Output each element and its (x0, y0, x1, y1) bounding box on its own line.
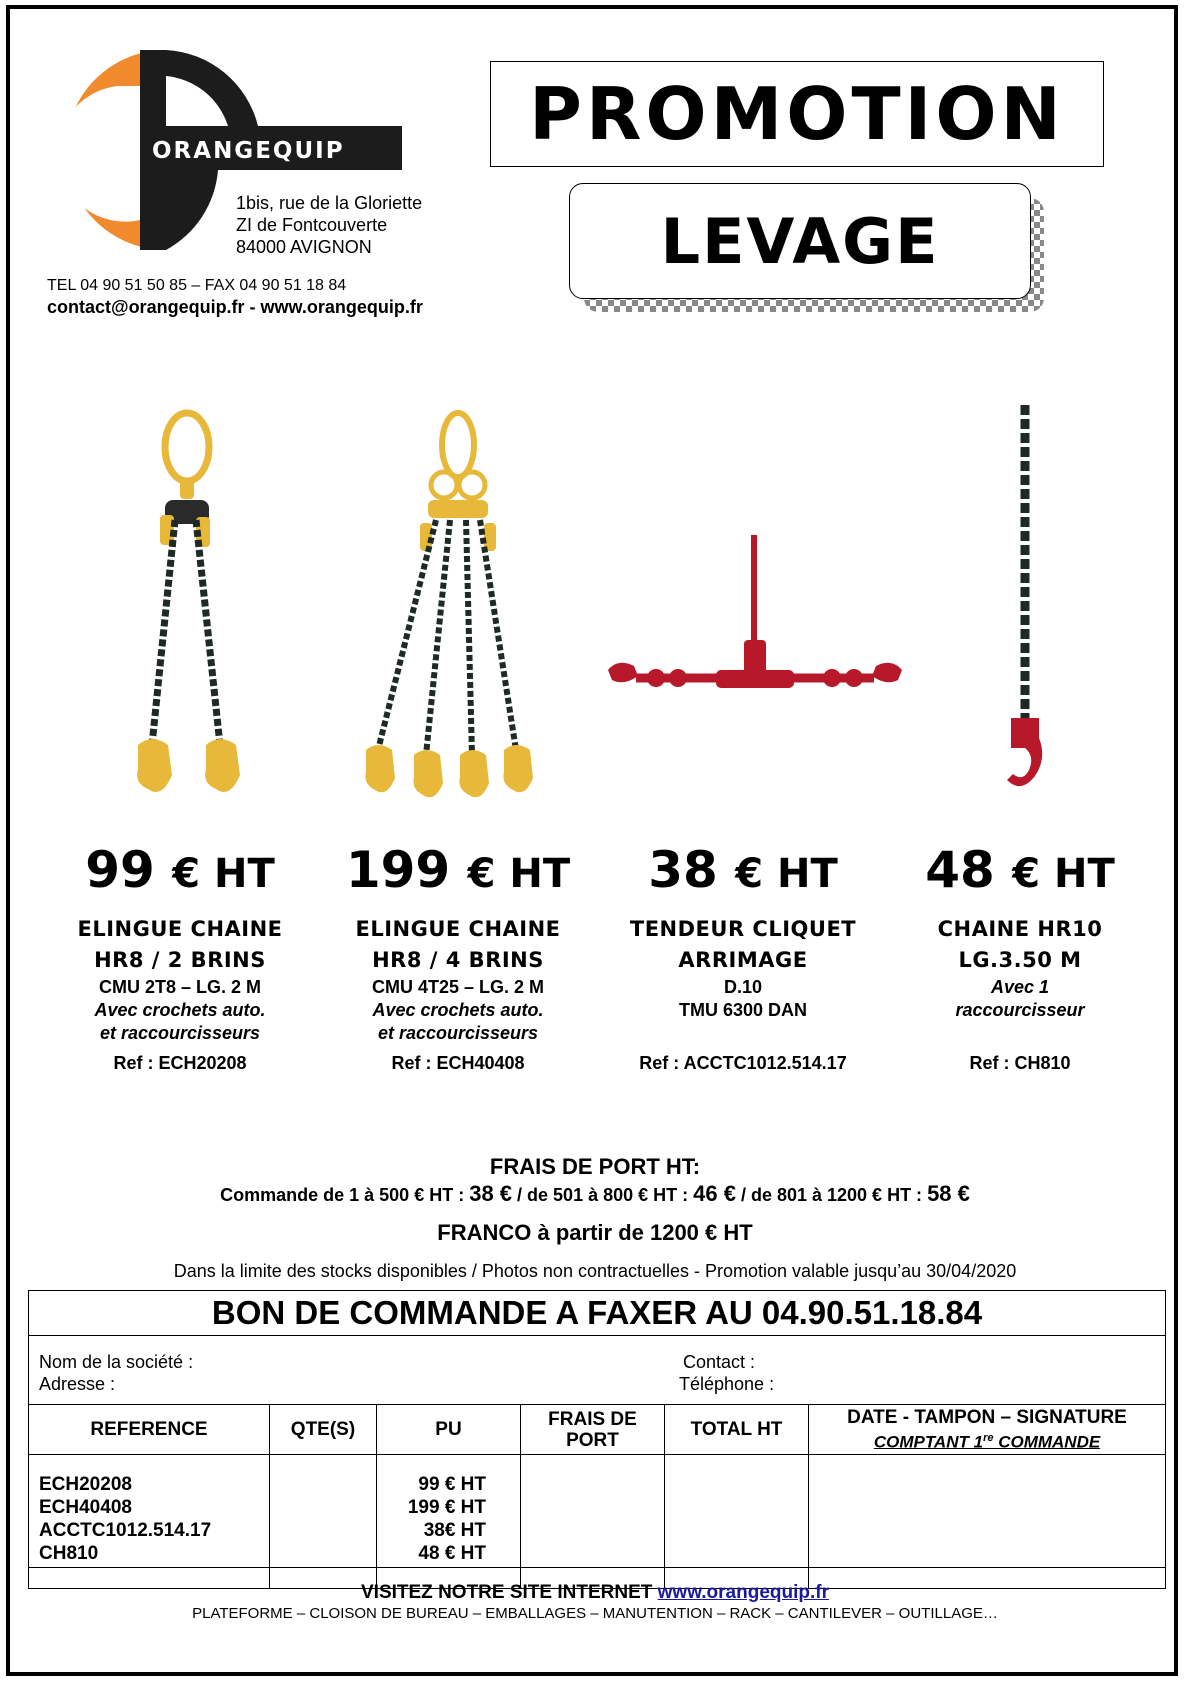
reference-cell: ECH20208 ECH40408 ACCTC1012.514.17 CH810 (29, 1455, 270, 1589)
disclaimer: Dans la limite des stocks disponibles / Photos non contractuelles - Promotion valable jusqu’au 30/04/2020 (173, 1261, 1017, 1281)
product-note: raccourcisseur (955, 1000, 1085, 1020)
footer-categories: PLATEFORME – CLOISON DE BUREAU – EMBALLAGES – MANUTENTION – RACK – CANTILEVER – OUTILLAGE… (192, 1605, 998, 1622)
shipping-rates: Commande de 1 à 500 € HT : 38 € / de 501 à 800 € HT : 46 € / de 801 à 1200 € HT : 58 € (220, 1181, 970, 1206)
product-note: et raccourcisseurs (377, 1023, 539, 1043)
product-name: CHAINE HR10 LG.3.50 M (937, 917, 1103, 972)
promotion-banner (490, 61, 1104, 167)
order-fields (29, 1336, 1165, 1406)
levage-title: LEVAGE (660, 204, 940, 278)
address-line: ZI de Fontcouverte (236, 215, 388, 235)
product-note: Avec 1 (990, 977, 1050, 997)
shipping-title: FRAIS DE PORT HT: (489, 1154, 701, 1179)
product-price: 48 € HT (925, 841, 1115, 899)
product-note: et raccourcisseurs (99, 1023, 261, 1043)
column-header: FRAIS DE PORT (521, 1405, 665, 1455)
product-spec: CMU 4T25 – LG. 2 M (371, 977, 545, 997)
chain-sling-4-legs-image (358, 405, 538, 810)
contact-field[interactable]: Contact : (683, 1352, 756, 1372)
website-link[interactable]: www.orangequip.fr (657, 1582, 829, 1603)
product-spec: CMU 2T8 – LG. 2 M (98, 977, 262, 997)
column-header: QTE(S) (270, 1405, 377, 1455)
order-table-header (29, 1405, 1166, 1455)
table-row (29, 1455, 1166, 1589)
address-field[interactable]: Adresse : (39, 1374, 116, 1394)
product-ref: Ref : ECH20208 (113, 1053, 247, 1073)
address-line: 84000 AVIGNON (236, 237, 372, 257)
phone-fax: TEL 04 90 51 50 85 – FAX 04 90 51 18 84 (47, 277, 347, 294)
visit-website: VISITEZ NOTRE SITE INTERNET www.orangequip.fr (361, 1582, 829, 1603)
product-name: TENDEUR CLIQUET ARRIMAGE (629, 917, 857, 972)
product-ref: Ref : CH810 (969, 1053, 1071, 1073)
chain-sling-2-legs-image (130, 405, 250, 810)
signature-cell[interactable] (809, 1455, 1166, 1589)
column-header: REFERENCE (29, 1405, 270, 1455)
product-ech20208 (40, 840, 320, 1045)
order-form (28, 1290, 1166, 1568)
product-ref: Ref : ACCTC1012.514.17 (639, 1053, 847, 1073)
company-address (236, 192, 422, 258)
product-note: Avec crochets auto. (94, 1000, 266, 1020)
column-header: TOTAL HT (665, 1405, 809, 1455)
product-price: 99 € HT (85, 841, 275, 899)
product-note: Avec crochets auto. (372, 1000, 544, 1020)
logo-text: ORANGEQUIP (152, 138, 345, 164)
product-ch810 (880, 840, 1160, 1022)
product-spec: TMU 6300 DAN (678, 1000, 808, 1020)
total-cell[interactable] (665, 1455, 809, 1589)
unit-price-cell: 99 € HT 199 € HT 38€ HT 48 € HT (377, 1455, 521, 1589)
ratchet-tensioner-image (606, 530, 904, 700)
column-header: DATE - TAMPON – SIGNATURE COMPTANT 1re COMMANDE (809, 1405, 1166, 1455)
product-acctc1012 (603, 840, 883, 1022)
product-ech40408 (318, 840, 598, 1045)
quantity-cell[interactable] (270, 1455, 377, 1589)
phone-field[interactable]: Téléphone : (679, 1374, 775, 1394)
company-name-field[interactable]: Nom de la société : (39, 1352, 194, 1372)
product-name: ELINGUE CHAINE HR8 / 4 BRINS (355, 917, 561, 972)
shipping-cell[interactable] (521, 1455, 665, 1589)
chain-with-hook-image (995, 400, 1055, 800)
column-header: PU (377, 1405, 521, 1455)
product-price: 199 € HT (345, 841, 571, 899)
address-line: 1bis, rue de la Gloriette (236, 193, 423, 213)
franco-note: FRANCO à partir de 1200 € HT (437, 1220, 753, 1245)
promotion-title: PROMOTION (529, 72, 1065, 156)
product-ref: Ref : ECH40408 (391, 1053, 525, 1073)
product-name: ELINGUE CHAINE HR8 / 2 BRINS (77, 917, 283, 972)
product-spec: D.10 (723, 977, 763, 997)
product-price: 38 € HT (648, 841, 838, 899)
email-website: contact@orangequip.fr - www.orangequip.fr (47, 297, 423, 317)
comptant-note: COMPTANT 1re COMMANDE (873, 1431, 1101, 1452)
levage-banner (569, 183, 1031, 299)
order-form-title: BON DE COMMANDE A FAXER AU 04.90.51.18.84 (29, 1291, 1165, 1336)
order-table (28, 1404, 1166, 1589)
